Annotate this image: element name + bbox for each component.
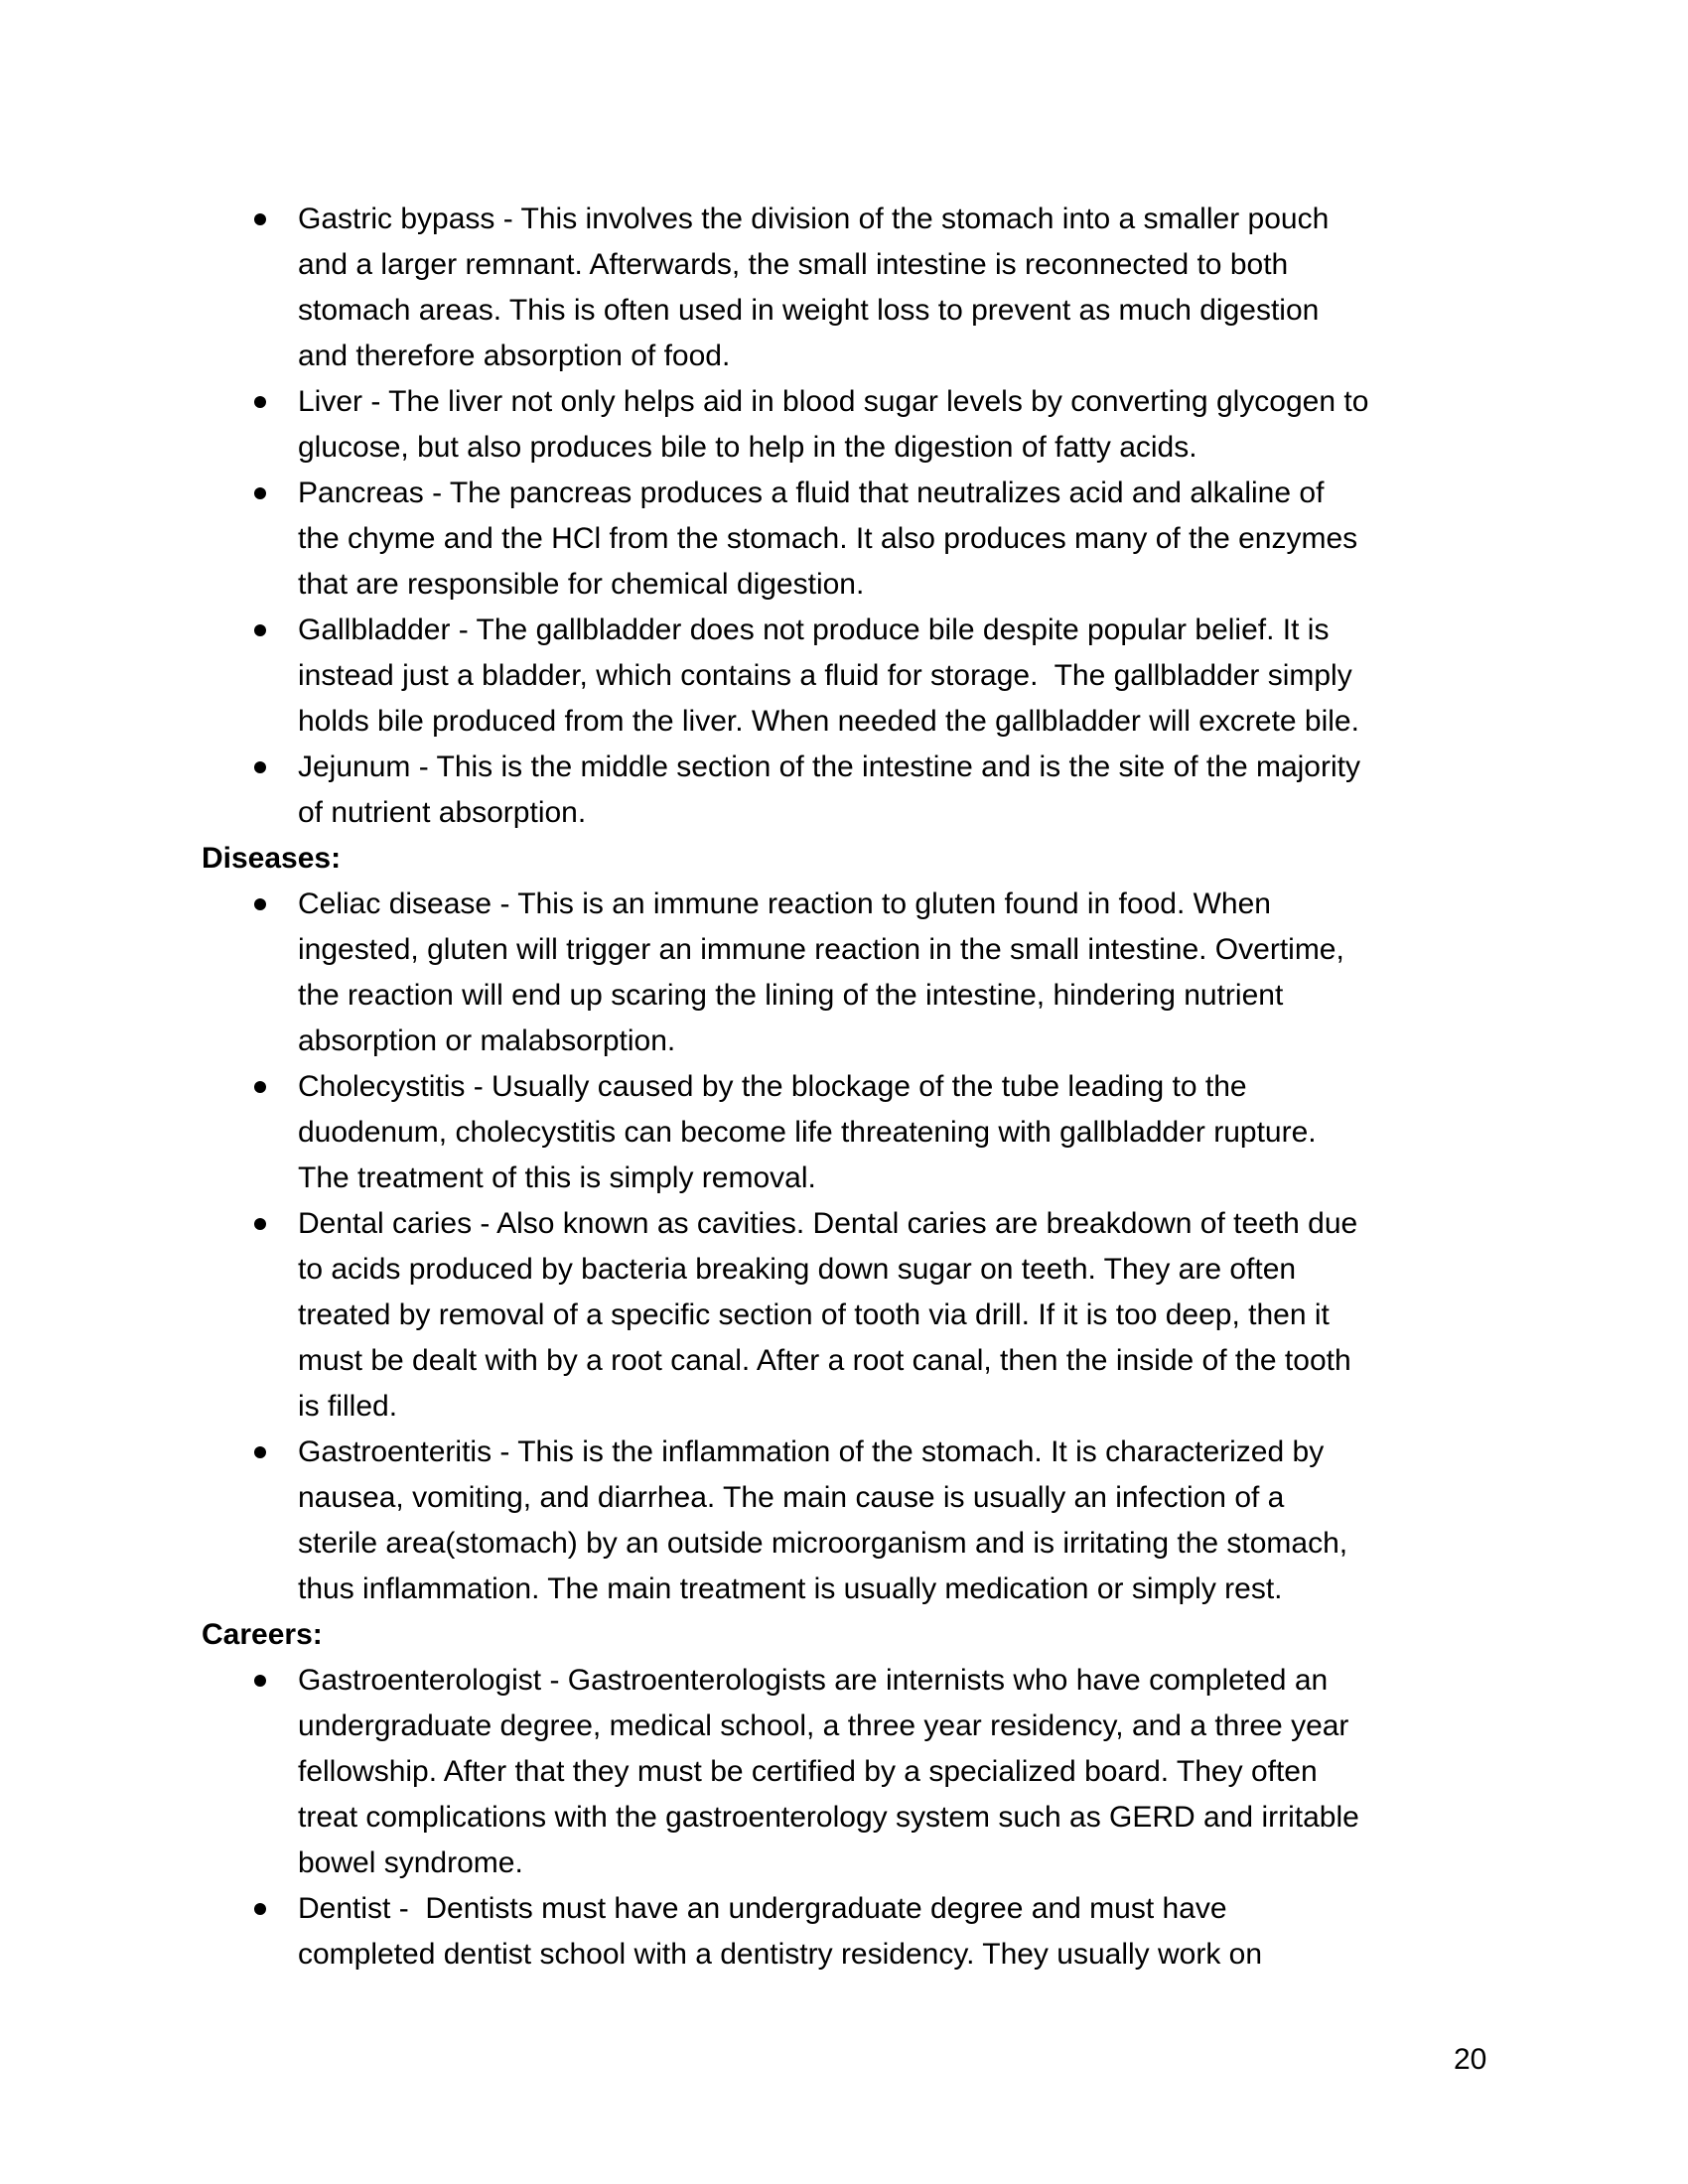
bullet-icon [254, 396, 266, 408]
bullet-icon [254, 1446, 266, 1458]
bullet-text [298, 1064, 1688, 1201]
bullet-text [298, 608, 1688, 745]
bullet-item [298, 1201, 1688, 1430]
bullet-item [298, 1886, 1688, 1978]
text-line: of nutrient absorption. [298, 796, 587, 829]
bullet-icon [254, 1903, 266, 1915]
bullet-icon [254, 213, 266, 225]
text-line: ingested, gluten will trigger an immune reaction in the small intestine. Overtime, [298, 933, 1344, 966]
bullet-icon [254, 624, 266, 636]
text-line: Gastroenteritis - This is the inflammation of the stomach. It is characterized by [298, 1435, 1325, 1468]
text-line: Dental caries - Also known as cavities. Dental caries are breakdown of teeth due [298, 1207, 1358, 1240]
text-line: treated by removal of a specific section of tooth via drill. If it is too deep, then it [298, 1298, 1330, 1331]
bullet-icon [254, 1675, 266, 1687]
bullet-item [298, 197, 1688, 379]
text-line: Liver - The liver not only helps aid in blood sugar levels by converting glycogen to [298, 385, 1369, 418]
text-line: Cholecystitis - Usually caused by the blockage of the tube leading to the [298, 1070, 1247, 1103]
text-line: glucose, but also produces bile to help in the digestion of fatty acids. [298, 431, 1197, 464]
text-line: that are responsible for chemical digestion. [298, 568, 865, 601]
bullet-text [298, 1201, 1688, 1430]
text-line: completed dentist school with a dentistry residency. They usually work on [298, 1938, 1263, 1971]
text-line: the reaction will end up scaring the lining of the intestine, hindering nutrient [298, 979, 1284, 1012]
bullet-text [298, 1430, 1688, 1612]
bullet-item [298, 1430, 1688, 1612]
document-content [0, 197, 1688, 1978]
text-line: Dentist - Dentists must have an undergraduate degree and must have [298, 1892, 1227, 1925]
text-line: bowel syndrome. [298, 1846, 523, 1879]
bullet-text [298, 197, 1688, 379]
bullet-icon [254, 761, 266, 773]
text-line: duodenum, cholecystitis can become life threatening with gallbladder rupture. [298, 1116, 1317, 1149]
bullet-text [298, 1886, 1688, 1978]
bullet-item [298, 882, 1688, 1064]
bullet-item [298, 379, 1688, 471]
bullet-item [298, 608, 1688, 745]
text-line: is filled. [298, 1390, 398, 1423]
text-line: and a larger remnant. Afterwards, the small intestine is reconnected to both [298, 248, 1289, 281]
bullet-item [298, 1064, 1688, 1201]
text-line: holds bile produced from the liver. When needed the gallbladder will excrete bile. [298, 705, 1359, 738]
text-line: The treatment of this is simply removal. [298, 1161, 816, 1194]
text-line: undergraduate degree, medical school, a three year residency, and a three year [298, 1709, 1349, 1742]
text-line: instead just a bladder, which contains a fluid for storage. The gallbladder simply [298, 659, 1352, 692]
bullet-text [298, 745, 1688, 836]
text-line: Pancreas - The pancreas produces a fluid that neutralizes acid and alkaline of [298, 477, 1325, 509]
text-line: Gastric bypass - This involves the division of the stomach into a smaller pouch [298, 203, 1330, 235]
bullet-text [298, 882, 1688, 1064]
text-line: sterile area(stomach) by an outside microorganism and is irritating the stomach, [298, 1527, 1348, 1560]
bullet-item [298, 1658, 1688, 1886]
text-line: must be dealt with by a root canal. After a root canal, then the inside of the tooth [298, 1344, 1351, 1377]
bullet-text [298, 471, 1688, 608]
text-line: Gastroenterologist - Gastroenterologists are internists who have completed an [298, 1664, 1329, 1697]
bullet-icon [254, 1218, 266, 1230]
text-line: stomach areas. This is often used in weight loss to prevent as much digestion [298, 294, 1320, 327]
text-line: absorption or malabsorption. [298, 1024, 676, 1057]
text-line: to acids produced by bacteria breaking down sugar on teeth. They are often [298, 1253, 1297, 1286]
text-line: Gallbladder - The gallbladder does not produce bile despite popular belief. It is [298, 614, 1330, 646]
bullet-item [298, 471, 1688, 608]
bullet-item [298, 745, 1688, 836]
text-line: Celiac disease - This is an immune reaction to gluten found in food. When [298, 887, 1271, 920]
text-line: thus inflammation. The main treatment is usually medication or simply rest. [298, 1572, 1283, 1605]
bullet-text [298, 379, 1688, 471]
page-number: 20 [1454, 2043, 1487, 2076]
section-heading-careers: Careers: [202, 1618, 323, 1651]
text-line: the chyme and the HCl from the stomach. It also produces many of the enzymes [298, 522, 1358, 555]
text-line: fellowship. After that they must be certified by a specialized board. They often [298, 1755, 1318, 1788]
bullet-icon [254, 1081, 266, 1093]
bullet-text [298, 1658, 1688, 1886]
bullet-icon [254, 898, 266, 910]
bullet-icon [254, 487, 266, 499]
text-line: nausea, vomiting, and diarrhea. The main cause is usually an infection of a [298, 1481, 1285, 1514]
text-line: Jejunum - This is the middle section of the intestine and is the site of the majority [298, 751, 1360, 783]
section-heading-diseases: Diseases: [202, 842, 342, 875]
text-line: and therefore absorption of food. [298, 340, 731, 372]
text-line: treat complications with the gastroenterology system such as GERD and irritable [298, 1801, 1359, 1834]
